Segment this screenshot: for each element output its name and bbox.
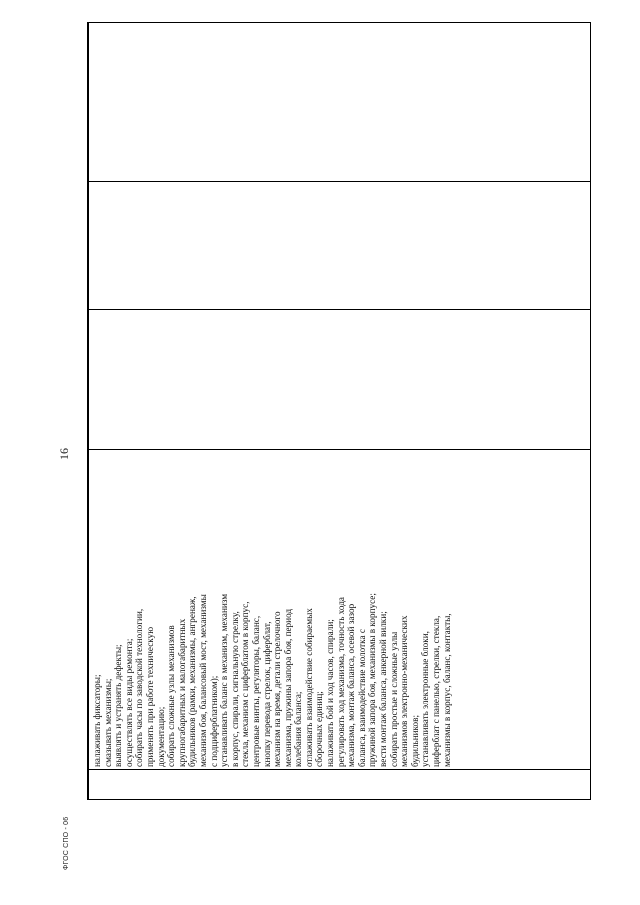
page-number: 16 [57,448,71,460]
skill-line: собирать сложные узлы механизмов [166,625,177,767]
skill-line: пружиной запора боя, механизмы в корпусе; [367,593,378,767]
table-divider-1 [88,769,590,770]
rotated-page [57,22,597,870]
skill-line: применять при работе техническую [144,626,155,767]
skill-line: налаживать бой и ход часов, спирали; [325,619,336,767]
table-divider-3 [88,309,590,310]
competency-table [87,22,591,800]
skill-line: циферблат с панелью, стрелки, стекла, [431,615,441,767]
skill-line: отлаживать взаимодействие собираемых [303,608,314,767]
skill-line: механизма, монтаж баланса, осевой зазор [346,603,357,767]
skill-line: выявлять и устранять дефекты; [113,644,124,767]
skill-line: механизмов электронно-механических [399,615,410,767]
skill-line: осуществлять все виды ремонта; [123,638,134,767]
skill-line: регулировать ход механизма, точность хода [335,596,346,767]
skill-line: смазывать механизмы; [102,678,113,767]
skill-line: будильников (рамки, механизмы, ангренаж, [187,596,198,767]
skill-line: будильников; [409,714,420,767]
skill-line: собирать часы по заводской технологии, [134,608,145,767]
skill-line: стекла, механизм с циферблатом в корпус, [240,601,251,767]
skill-line: колебания баланса; [293,691,304,767]
skill-line: сборочных единиц; [314,691,325,767]
skill-line: крупногабаритных и малогабаритных [176,618,187,767]
skill-line: собирать простые и сложные узлы [388,631,399,767]
skill-line: в корпус, спирали, сигнальную стрелку, [229,611,240,767]
skill-line: механизм боя, балансовый мост, механизмы [197,594,208,767]
skill-line: устанавливать электронные блоки, [420,631,431,767]
table-divider-4 [88,181,590,182]
skill-line: налаживать фиксаторы; [92,674,102,767]
skill-line: механизм на время, детали стрелочного [272,611,283,767]
skill-line: механизмы в корпус, баланс, контакты, [441,613,452,767]
skill-line: центровые винты, регуляторы, баланс, [250,615,261,767]
skill-line: вести монтаж баланса, анкерной вилки; [378,611,389,767]
skill-line: кнопку перевода стрелок, циферблат, [261,621,272,767]
skills-cell [88,450,592,769]
footer-code: ФГОС СПО - 06 [63,816,70,870]
skill-line: устанавливать баланс в механизм, механизм [219,593,230,767]
skill-line: документацию; [155,706,166,767]
skill-line: механизма, пружины запора боя, период [282,608,293,767]
skill-line: баланса, взаимодействие молотка с [356,629,367,767]
skill-line: с подциферблатником); [208,675,219,767]
